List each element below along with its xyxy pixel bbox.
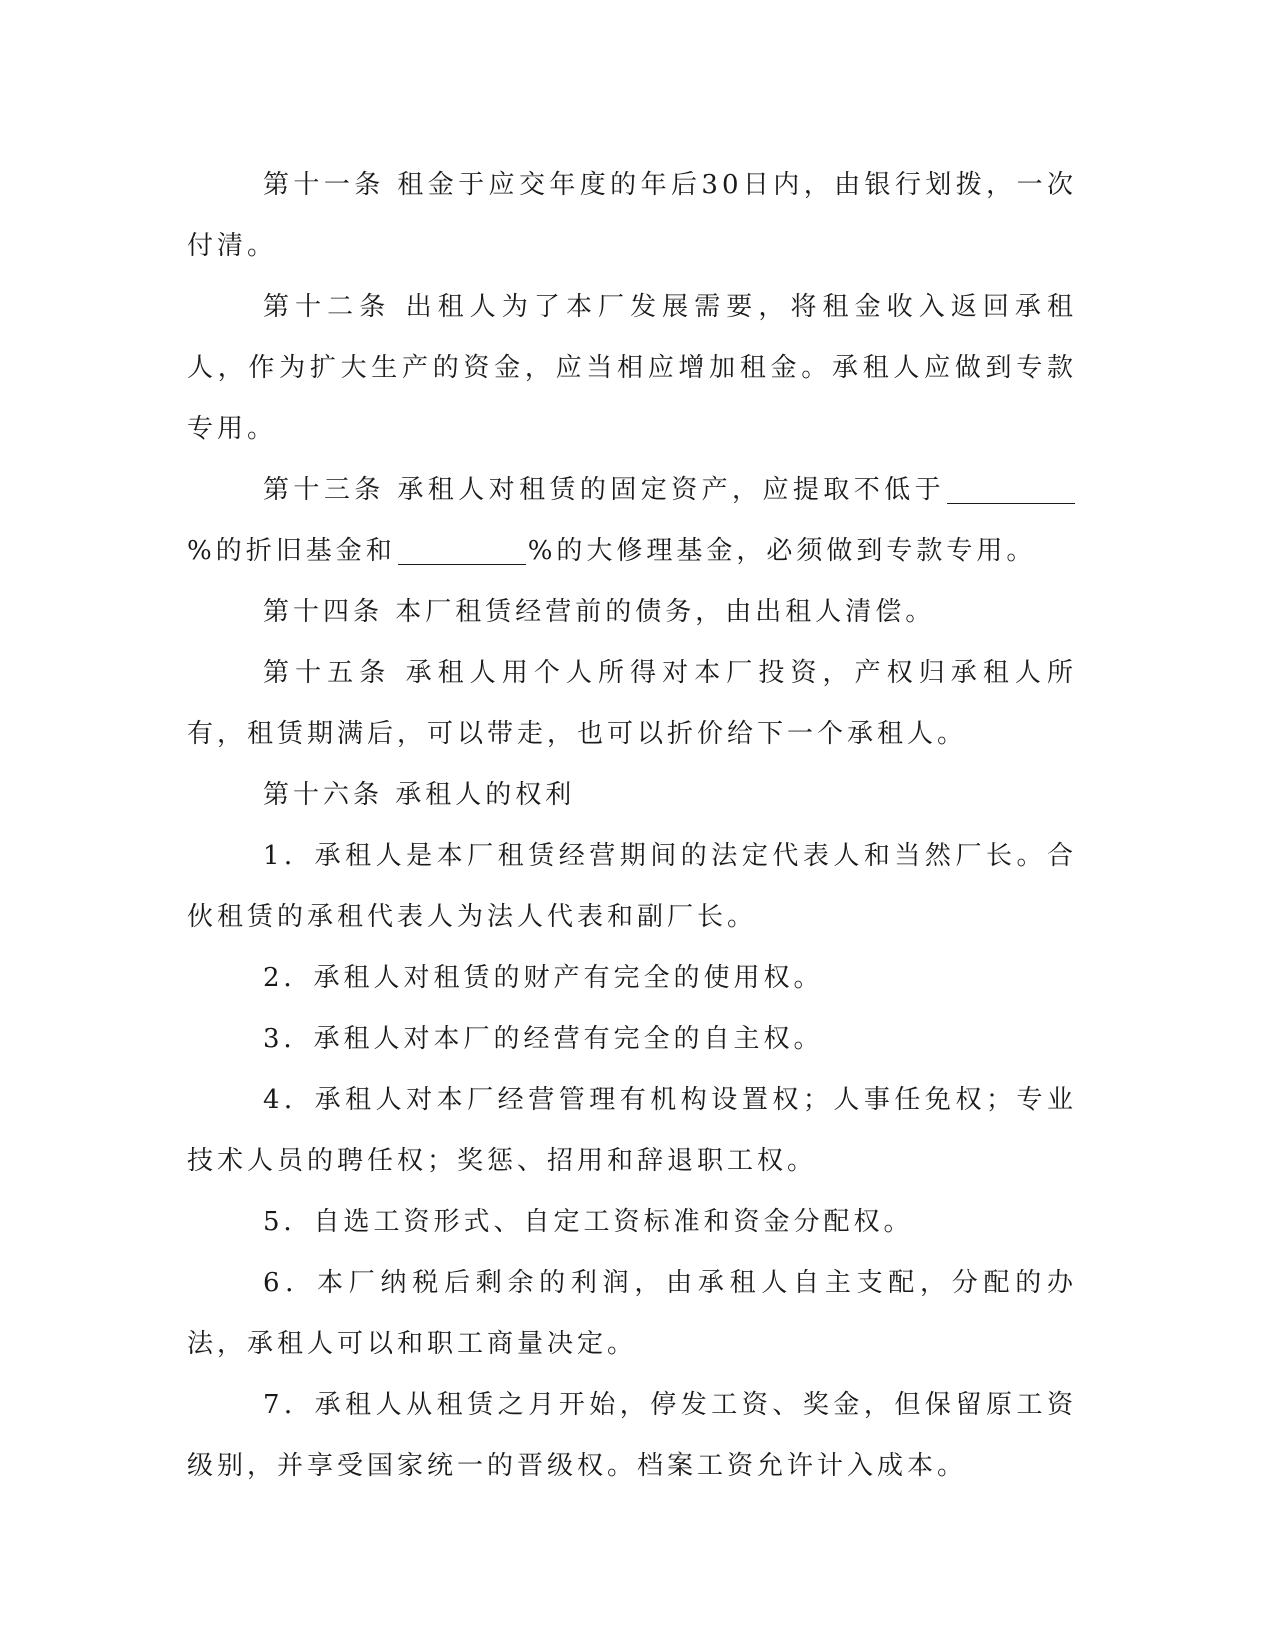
article-15: 第十五条 承租人用个人所得对本厂投资，产权归承租人所有，租赁期满后，可以带走，也可以折价给下一个承租人。 (187, 658, 1077, 749)
rights-item-6: 6．本厂纳税后剩余的利润，由承租人自主支配，分配的办法，承租人可以和职工商量决定。 (187, 1268, 1077, 1359)
article-13-part-3: %的大修理基金，必须做到专款专用。 (527, 536, 1037, 566)
rights-item-4: 4．承租人对本厂经营管理有机构设置权；人事任免权；专业技术人员的聘任权；奖惩、招用和辞退职工权。 (187, 1085, 1077, 1176)
article-11: 第十一条 租金于应交年度的年后30日内，由银行划拨，一次付清。 (187, 170, 1077, 261)
article-13 (187, 460, 1077, 582)
article-16: 第十六条 承租人的权利 (263, 780, 576, 810)
rights-item-3: 3．承租人对本厂的经营有完全的自主权。 (263, 1024, 824, 1054)
rights-item-7: 7．承租人从租赁之月开始，停发工资、奖金，但保留原工资级别，并享受国家统一的晋级权。档案工资允许计入成本。 (187, 1390, 1077, 1481)
rights-item-2: 2．承租人对租赁的财产有完全的使用权。 (263, 963, 824, 993)
article-13-part-2: %的折旧基金和 (187, 536, 396, 566)
blank-overhaul-rate (398, 538, 526, 565)
rights-item-1: 1．承租人是本厂租赁经营期间的法定代表人和当然厂长。合伙租赁的承租代表人为法人代表和副厂长。 (187, 841, 1077, 932)
rights-item-5: 5．自选工资形式、自定工资标准和资金分配权。 (263, 1207, 914, 1237)
blank-depreciation-rate (947, 477, 1075, 504)
article-13-part-1: 第十三条 承租人对租赁的固定资产，应提取不低于 (263, 475, 945, 505)
article-14: 第十四条 本厂租赁经营前的债务，由出租人清偿。 (263, 597, 936, 627)
document-body (187, 155, 1077, 1497)
article-12: 第十二条 出租人为了本厂发展需要，将租金收入返回承租人，作为扩大生产的资金，应当相应增加租金。承租人应做到专款专用。 (187, 292, 1077, 444)
